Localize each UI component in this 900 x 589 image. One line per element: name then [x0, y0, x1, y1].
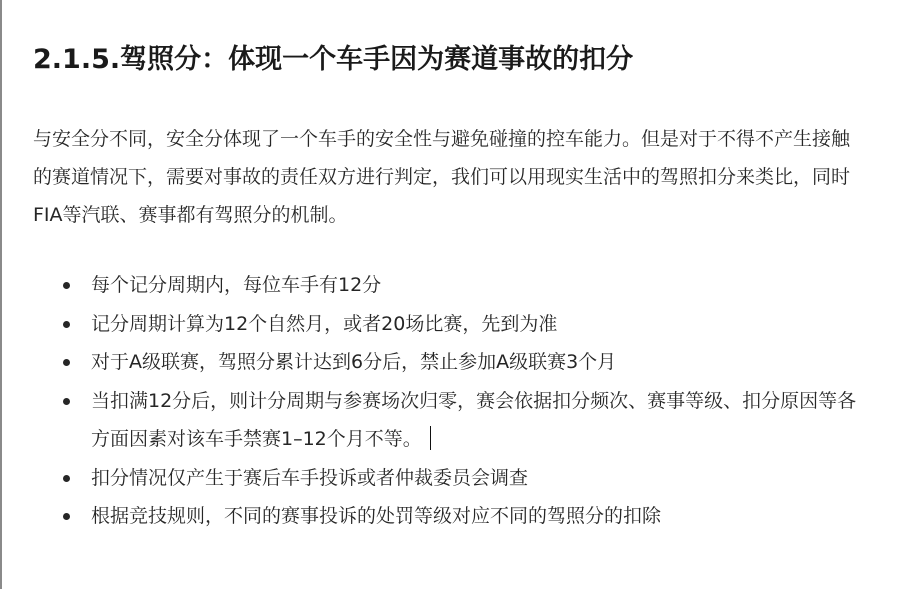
list-item-text: 扣分情况仅产生于赛后车手投诉或者仲裁委员会调查	[91, 466, 529, 489]
bullet-dot-icon	[63, 321, 70, 328]
text-cursor	[430, 426, 431, 450]
list-item	[33, 382, 868, 459]
bullet-dot-icon	[63, 282, 70, 289]
list-item-text: 对于A级联赛，驾照分累计达到6分后，禁止参加A级联赛3个月	[91, 351, 617, 373]
section-heading: 2.1.5.驾照分：体现一个车手因为赛道事故的扣分	[33, 44, 634, 75]
bullet-dot-icon	[63, 475, 70, 482]
list-item-text: 当扣满12分后，则计分周期与参赛场次归零，赛会依据扣分频次、赛事等级、扣分原因等各方面因素对该车手禁赛1–12个月不等。	[91, 389, 857, 450]
list-item	[33, 305, 868, 344]
list-item	[33, 497, 868, 536]
list-item-text: 根据竞技规则，不同的赛事投诉的处罚等级对应不同的驾照分的扣除	[91, 505, 662, 527]
editor-left-border	[0, 0, 2, 589]
bullet-dot-icon	[63, 513, 70, 520]
intro-paragraph: 与安全分不同，安全分体现了一个车手的安全性与避免碰撞的控车能力。但是对于不得不产生接触的赛道情况下，需要对事故的责任双方进行判定，我们可以用现实生活中的驾照扣分来类比，同时FIA等汽联、赛事都有驾照分的机制。	[33, 128, 851, 226]
list-item	[33, 343, 868, 382]
bullet-dot-icon	[63, 398, 70, 405]
list-item	[33, 266, 868, 305]
list-item-text: 记分周期计算为12个自然月，或者20场比赛，先到为准	[91, 312, 558, 335]
list-item-text: 每个记分周期内，每位车手有12分	[91, 274, 382, 296]
rules-list	[33, 266, 868, 536]
bullet-dot-icon	[63, 359, 70, 366]
list-item	[33, 459, 868, 498]
